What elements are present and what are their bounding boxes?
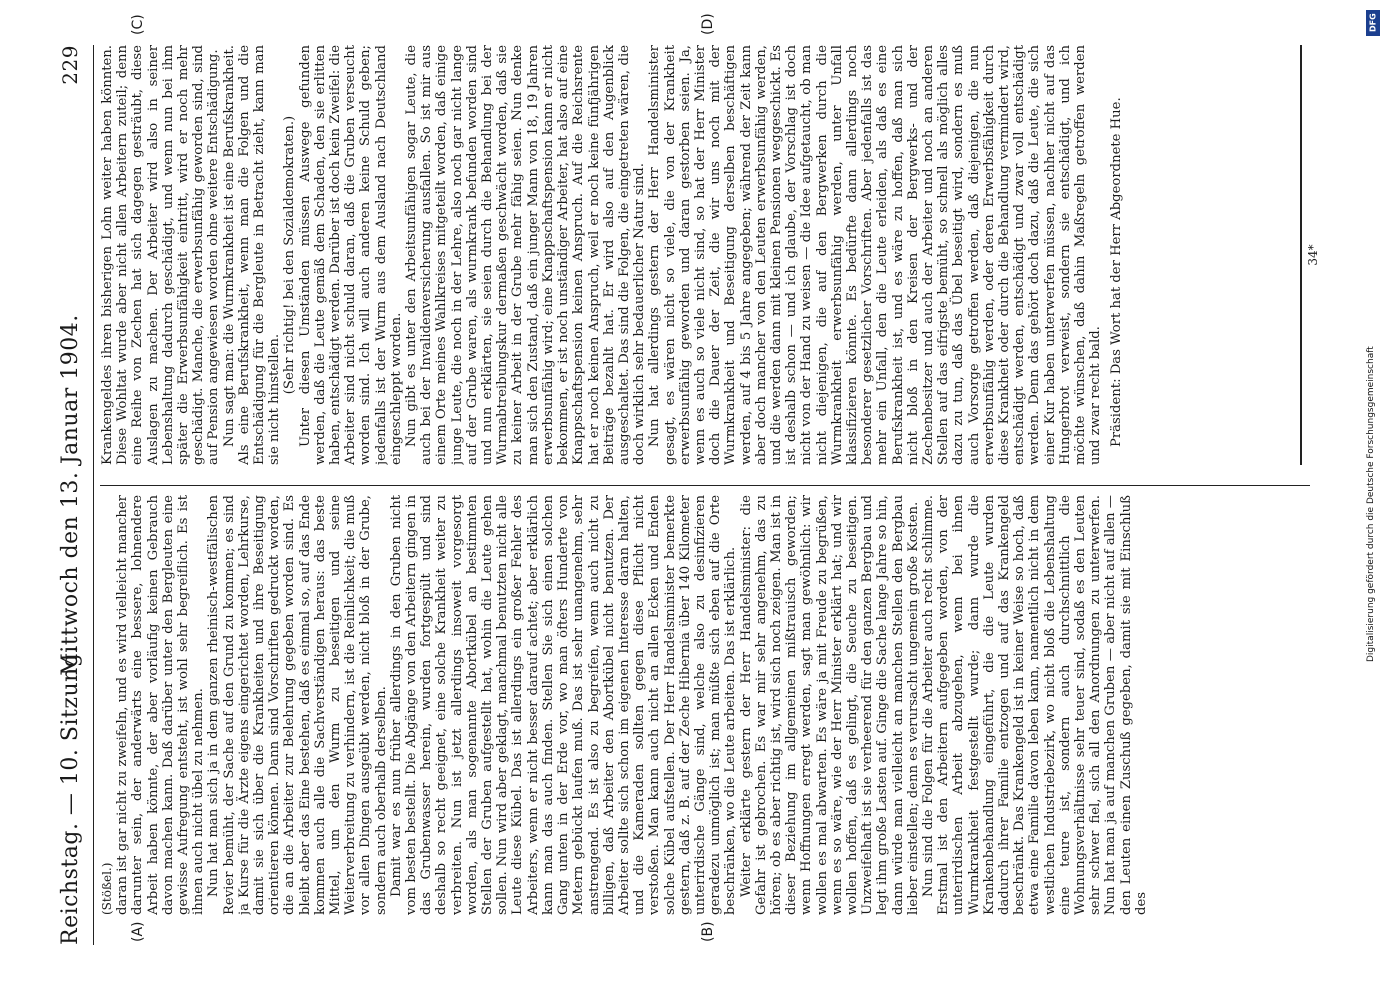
dfg-logo-icon: DFG [1366, 10, 1380, 36]
header-rule [93, 45, 94, 945]
paragraph: daran ist gar nicht zu zweifeln, und es wird vielleicht mancher darunter sein, der anderwärts eine bessere, lohnendere Arbeit haben könnte, der aber vorläufig keinen Gebrauch davon machen kann. Daß darüber unter den Bergleuten eine gewisse Aufregung entsteht, ist wohl sehr begreiflich. Es ist ihnen auch nicht übel zu nehmen. [115, 495, 207, 915]
speaker-tag: (Stößel.) [100, 862, 114, 915]
right-column [100, 45, 1300, 465]
margin-marker-c: (C) [130, 14, 146, 35]
dfg-credit-strip [1365, 4, 1381, 996]
paragraph: Damit war es nun früher allerdings in den Gruben nicht vom besten bestellt. Die Abgänge von den Arbeitern gingen in das Grubenwasser herein, wurden fortgespült und sind deshalb so recht geeignet, eine solche Krankheit weiter zu verbreiten. Nun ist jetzt allerdings insoweit vorgesorgt worden, als man sogenannte Abortkübel an bestimmten Stellen der Gruben aufgestellt hat, wohin die Leute gehen sollen. Nun wird aber geklagt, manchmal benutzten nicht alle Leute diese Kübel. Das ist allerdings ein großer Fehler des Arbeiters, wenn er nicht besser darauf achtet; aber erklärlich kann man das auch finden. Stellen Sie sich einen solchen Gang unten in der Erde vor, wo man öfters Hunderte von Metern gebückt laufen muß. Das ist sehr unangenehm, sehr anstrengend. Es ist also zu begreifen, wenn auch nicht zu billigen, daß Arbeiter den Abortkübel nicht benutzen. Der Arbeiter sollte sich schon im eigenen Interesse daran halten, und die Kameraden sollten gegen diese Pflicht nicht verstoßen. Man kann auch nicht an allen Ecken und Enden solche Kübel aufstellen. Der Herr Handelsminister bemerkte gestern, daß z. B. auf der Zeche Hibernia über 140 Kilometer unterirdische Gänge sind, welche also zu desinfizieren geradezu unmöglich ist; man müßte sich eben auf die Orte beschränken, wo die Leute arbeiten. Das ist erklärlich. [388, 495, 739, 915]
header-session: Reichstag. — 10. Sitzung. [58, 645, 83, 945]
left-column [100, 495, 1300, 915]
signature-mark: 34* [1306, 244, 1320, 266]
margin-marker-d: (D) [700, 13, 716, 35]
paragraph: Nun sagt man: die Wurmkrankheit ist eine Berufskrankheit. Als eine Berufskrankheit, wenn man die Folgen und die Entschädigung für die Bergleute in Betracht zieht, kann man sie nicht hinstellen. [221, 45, 283, 465]
paragraph: Unter diesen Umständen müssen Auswege gefunden werden, daß die Leute gemäß dem Schaden, den sie erlitten haben, entschädigt werden. Darüber ist doch kein Zweifel: die Arbeiter sind nicht schuld daran, daß die Gruben verseucht worden sind. Ich will auch anderen keine Schuld geben; jedenfalls ist der Wurm aus dem Ausland nach Deutschland eingeschleppt worden. [297, 45, 404, 465]
president-line: Präsident: Das Wort hat der Herr Abgeordnete Hue. [1109, 97, 1125, 447]
dfg-credit-text: Digitalisierung gefördert durch die Deutsche Forschungsgemeinschaft [1366, 346, 1376, 662]
header-date: Mittwoch den 13. Januar 1904. [58, 314, 83, 676]
column-end-rule [1300, 45, 1302, 465]
margin-marker-a: (A) [130, 921, 146, 942]
paragraph: Nun gibt es unter den Arbeitsunfähigen sogar Leute, die auch bei der Invalidenversicherung ausfallen. So ist mir aus einem Orte meines Wahlkreises mitgeteilt worden, daß einige junge Leute, die noch in der Lehre, also noch gar nicht lange auf der Grube waren, als wurmkrank befunden worden sind und nun erklärten, sie seien durch die Behandlung bei der Wurmabtreibungskur dermaßen geschwächt worden, daß sie zu keiner Arbeit in der Grube mehr fähig seien. Nun denke man sich den Zustand, daß ein junger Mann von 18, 19 Jahren erwerbsunfähig wird; eine Knappschaftspension kann er nicht bekommen, er ist noch unständiger Arbeiter, hat also auf eine Knappschaftspension keinen Anspruch. Auf die Reichsrente hat er noch keinen Anspruch, weil er noch keine fünfjährigen Beiträge bezahlt hat. Er wird also auf den Augenblick ausgeschaltet. Das sind die Folgen, die eingetreten wären, die doch wirklich sehr bedauerlicher Natur sind. [404, 45, 648, 465]
paragraph: Nun sind die Folgen für die Arbeiter auch recht schlimme. Erstmal ist den Arbeitern aufgegeben worden, von der unterirdischen Arbeit abzugehen, wenn bei ihnen Wurmkrankheit festgestellt wurde; dann wurde die Krankenbehandlung eingeführt, die die Leute wurden dadurch ihrer Familie entzogen und auf das Krankengeld beschränkt. Das Krankengeld ist in keiner Weise so hoch, daß etwa eine Familie davon leben kann, namentlich nicht in dem westlichen Industriebezirk, wo nicht bloß die Lebenshaltung eine teure ist, sondern auch durchschnittlich die Wohnungsverhältnisse sehr teuer sind, sodaß es den Leuten sehr schwer fiel, sich all den Anordnungen zu unterwerfen. Nun hat man ja auf manchen Gruben — aber nicht auf allen — den Leuten einen Zuschuß gegeben, damit sie mit Einschluß des [920, 495, 1149, 915]
paragraph: Krankengeldes ihren bisherigen Lohn weiter haben könnten. Diese Wohltat wurde aber nicht allen Arbeitern zuteil; denn eine Reihe von Zechen hat sich dagegen gesträubt, diese Auslagen zu machen. Der Arbeiter wird also in seiner Lebenshaltung dadurch geschädigt, und wenn nun bei ihm später die Erwerbsunfähigkeit eintritt, wird er noch mehr geschädigt. Manche, die erwerbsunfähig geworden sind, sind auf Pension angewiesen worden ohne weitere Entschädigung. [100, 45, 222, 465]
paragraph: Nun hat man sich ja in dem ganzen rheinisch-westfälischen Revier bemüht, der Sache auf den Grund zu kommen; es sind ja Kurse für die Ärzte eigens eingerichtet worden, Lehrkurse, damit sie sich über die Krankheiten und ihre Beseitigung orientieren können. Dann sind Vorschriften gedruckt worden, die an die Arbeiter zur Belehrung gegeben worden sind. Es bleibt aber das Eine bestehen, daß es einmal so, auf das Ende kommen auch alle die Sachverständigen heraus: das beste Mittel, um den Wurm zu beseitigen und seine Weiterverbreitung zu verhindern, ist die Reinlichkeit; die muß vor allen Dingen ausgeübt werden, nicht bloß in der Grube, sondern auch oberhalb derselben. [206, 495, 389, 915]
interjection: (Sehr richtig! bei den Sozialdemokraten.) [282, 115, 298, 395]
column-divider [100, 485, 1310, 486]
margin-marker-b: (B) [700, 921, 716, 942]
page-header [58, 45, 90, 945]
paragraph: Weiter erklärte gestern der Herr Handelsminister: die Gefahr ist gebrochen. Es war mir sehr angenehm, das zu hören; ob es aber richtig ist, wird sich noch zeigen. Man ist in dieser Beziehung im allgemeinen mißtrauisch geworden; wenn Hoffnungen erregt werden, sagt man gewöhnlich: wir wollen es mal abwarten. Es wäre ja mit Freude zu begrüßen, wenn es so wäre, wie der Herr Minister erklärt hat; und wir wollen hoffen, daß es gelingt, die Seuche zu beseitigen. Unzweifelhaft ist sie verheerend für den ganzen Bergbau und legt ihm große Lasten auf. Ginge die Sache lange Jahre so hin, dann würde man vielleicht an manchen Stellen den Bergbau lieber einstellen; denn es verursacht ungemein große Kosten. [738, 495, 921, 915]
page-number: 229 [58, 45, 82, 85]
paragraph: Nun hat allerdings gestern der Herr Handelsminister gesagt, es wären nicht so viele, die von der Krankheit erwerbsunfähig geworden und daran gestorben seien. Ja, wenn es auch so viele nicht sind, so hat der Herr Minister doch die Dauer der Zeit, die wir uns noch mit der Wurmkrankheit und Beseitigung derselben beschäftigen werden, auf 4 bis 5 Jahre angegeben; während der Zeit kann aber doch mancher von den Leuten erwerbsunfähig werden, und die werden dann mit kleinen Pensionen weggeschickt. Es ist deshalb schon — und ich glaube, der Vorschlag ist doch nicht von der Hand zu weisen — die Idee aufgetaucht, ob man nicht diejenigen, die auf den Bergwerken durch die Wurmkrankheit erwerbsunfähig werden, unter Unfall klassifizieren könnte. Es bedürfte dann allerdings noch besonderer gesetzlicher Vorschriften. Aber jedenfalls ist das mehr ein Unfall, den die Leute erleiden, als daß es eine Berufskrankheit ist, und es wäre zu hoffen, daß man sich nicht bloß in den Kreisen der Bergwerks- und der Zechenbesitzer und auch der Arbeiter und noch an anderen Stellen auf das eifrigste bemüht, so schnell als möglich alles dazu zu tun, daß das Übel beseitigt wird, sondern es muß auch Vorsorge getroffen werden, daß diejenigen, die nun erwerbsunfähig werden, oder deren Erwerbsfähigkeit durch diese Krankheit oder durch die Behandlung vermindert wird, entschädigt werden, entschädigt und zwar voll entschädigt werden. Denn das gehört doch dazu, daß die Leute, die sich einer Kur haben unterwerfen müssen, nachher nicht auf das Hungerbrot verweist, sondern sie entschädigt, und ich möchte wünschen, daß dahin Maßregeln getroffen werden und zwar recht bald. [647, 45, 1104, 465]
